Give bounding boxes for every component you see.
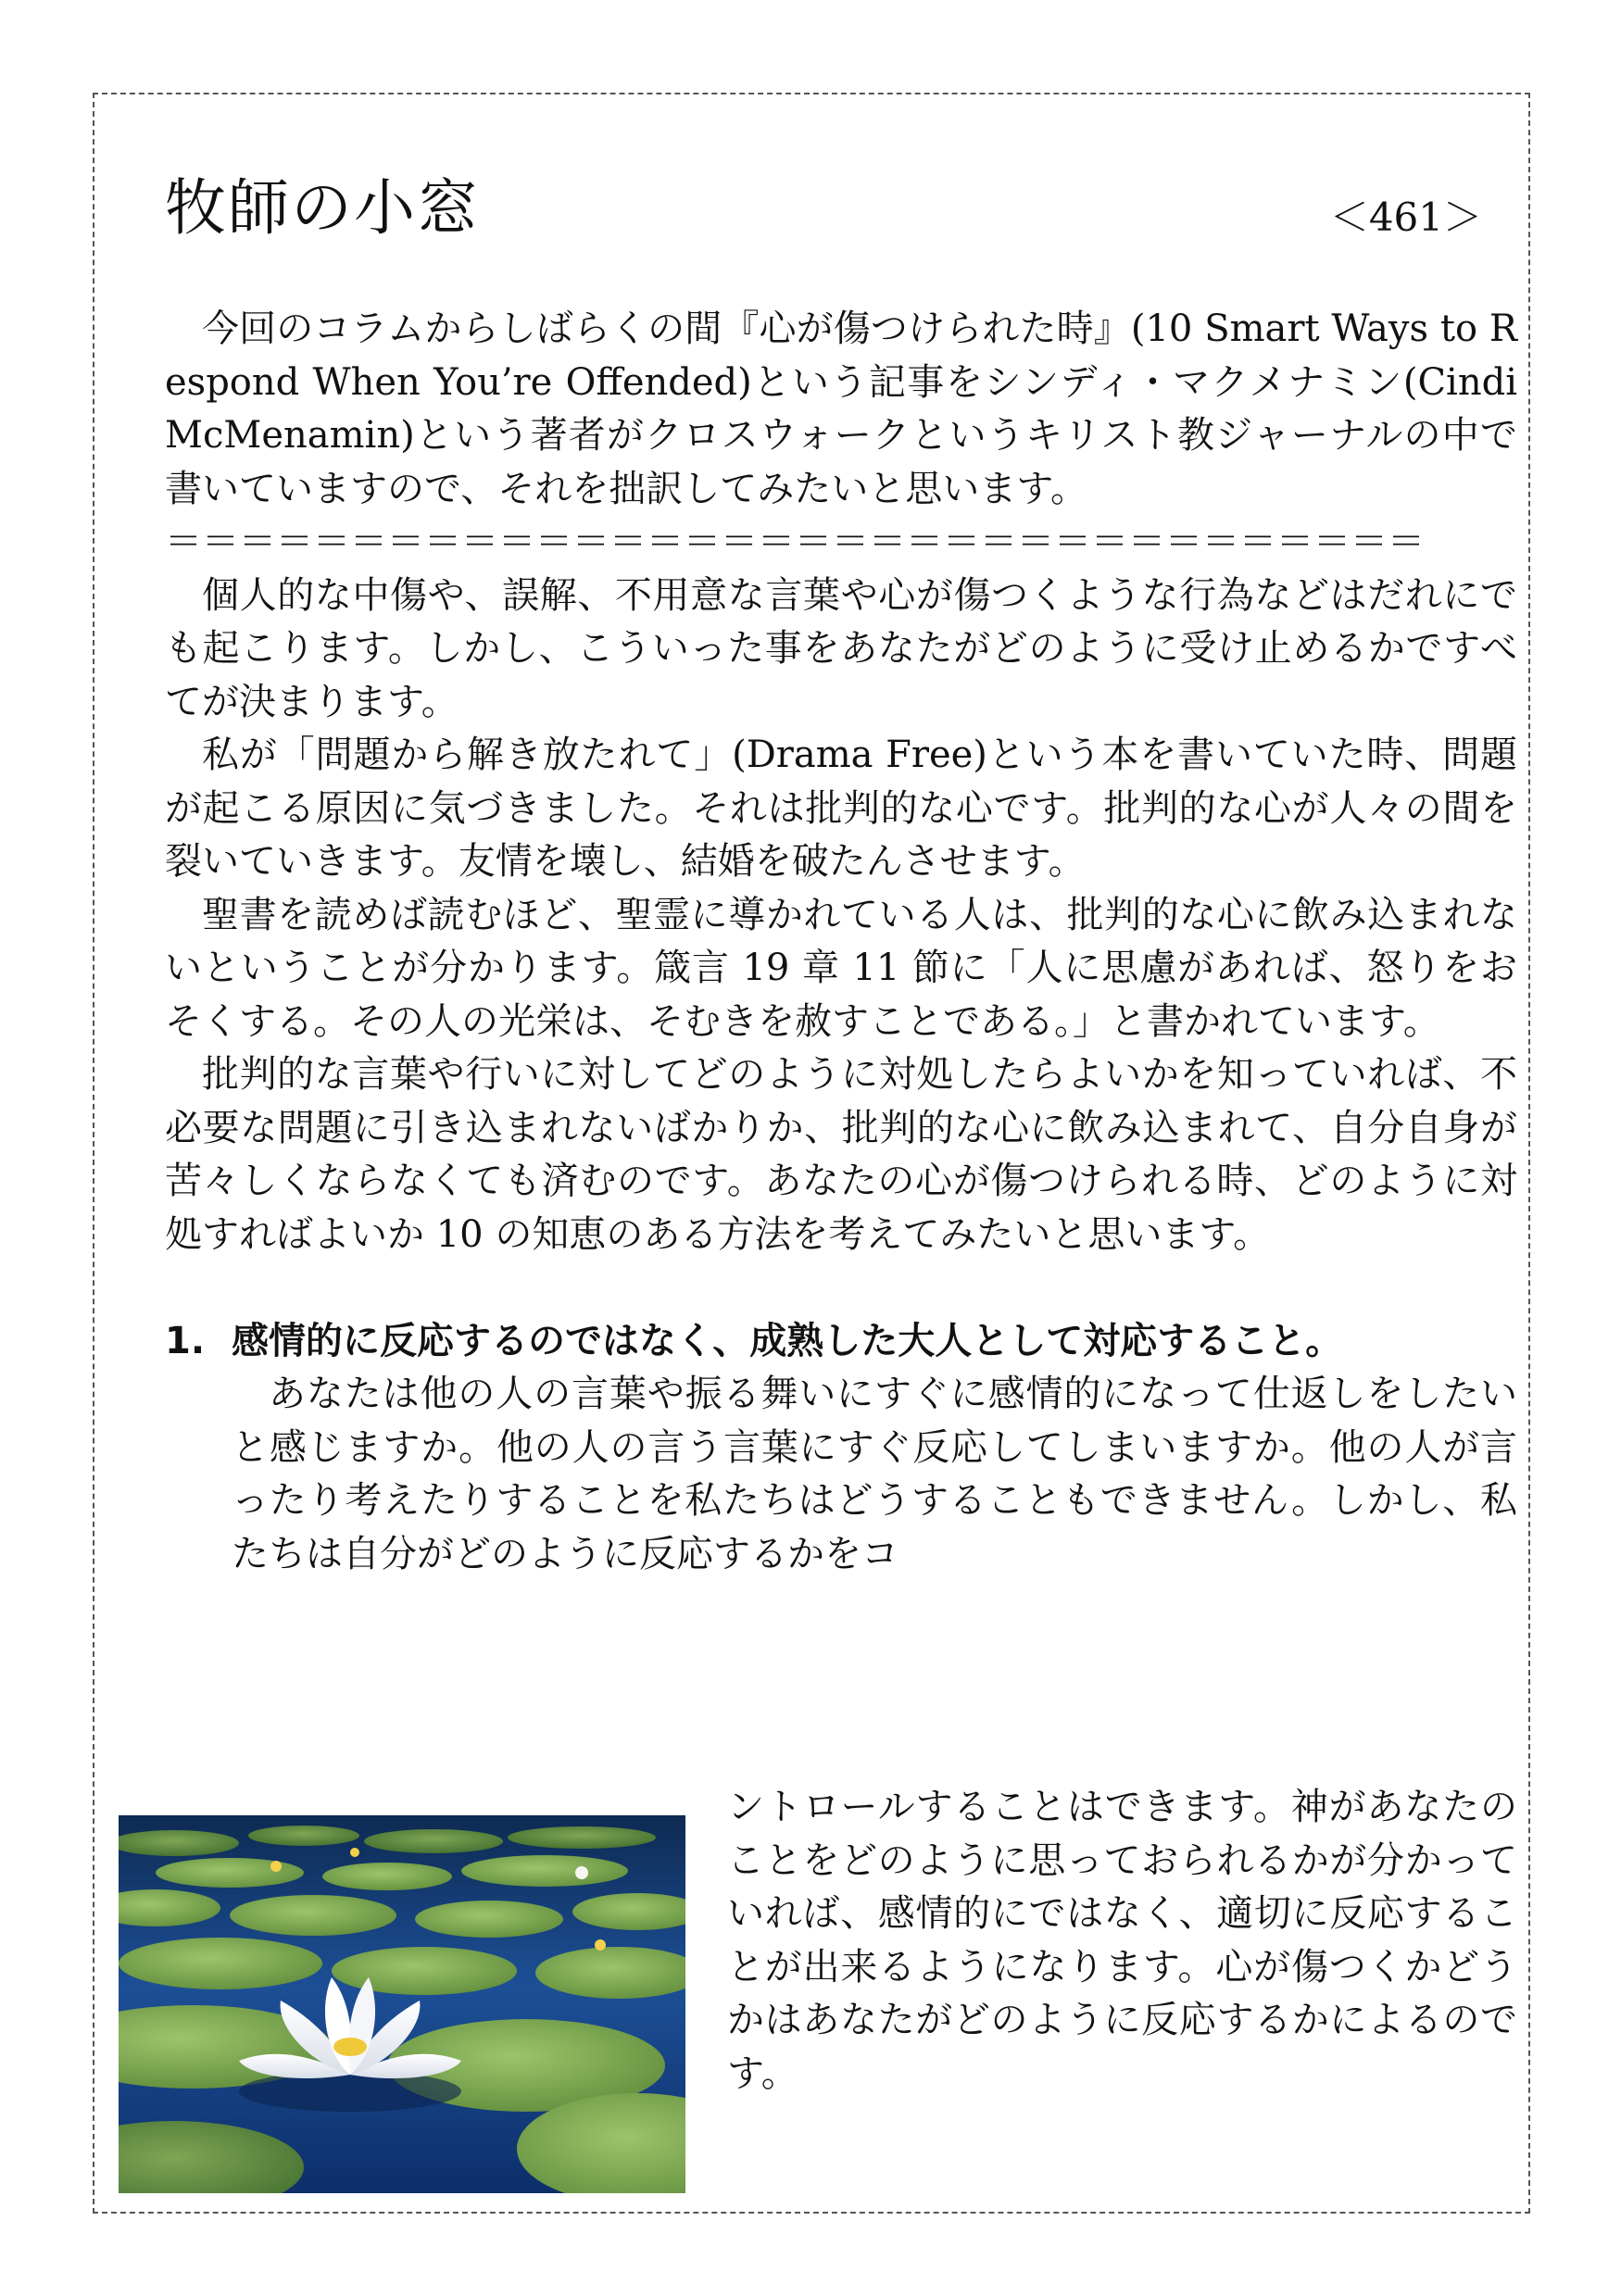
article-body — [165, 303, 1517, 1581]
wrapped-paragraph: ントロールすることはできます。神があなたのことをどのように思っておられるかが分かっていれば、感情的にではなく、適切に反応することが出来るようになります。心が傷つくかどうかはあなたがどのように反応するかによるのです。 — [727, 1786, 1517, 2095]
page-title: 牧師の小窓 — [165, 172, 480, 244]
body-paragraph: 聖書を読めば読むほど、聖霊に導かれている人は、批判的な心に飲み込まれないということが分かります。箴言 19 章 11 節に「人に思慮があれば、怒りをおそくする。その人の光栄は、そむきを赦すことである。」と書かれています。 — [165, 893, 1517, 1043]
spacer — [165, 1261, 1517, 1315]
intro-paragraph: 今回のコラムからしばらくの間『心が傷つけられた時』(10 Smart Ways to Respond When You’re Offended)という記事をシンディ・マクメナミン(Cindi McMenamin)という著者がクロスウォークというキリスト教ジャーナルの中で書いていますので、それを拙訳してみたいと思います。 — [165, 307, 1517, 510]
issue-number: ＜461＞ — [1329, 194, 1482, 240]
section-number: 1. — [165, 1319, 206, 1362]
body-paragraph: 個人的な中傷や、誤解、不用意な言葉や心が傷つくような行為などはだれにでも起こります。しかし、こういった事をあなたがどのように受け止めるかですべてが決まります。 — [165, 573, 1517, 723]
body-paragraph: 私が「問題から解き放たれて」(Drama Free)という本を書いていた時、問題が起こる原因に気づきました。それは批判的な心です。批判的な心が人々の間を裂いていきます。友情を壊し、結婚を破たんさせます。 — [165, 734, 1517, 883]
separator-line: ＝＝＝＝＝＝＝＝＝＝＝＝＝＝＝＝＝＝＝＝＝＝＝＝＝＝＝＝＝＝＝＝＝＝ — [165, 521, 1425, 563]
section-paragraph: あなたは他の人の言葉や振る舞いにすぐに感情的になって仕返しをしたいと感じますか。他の人の言う言葉にすぐ反応してしまいますか。他の人が言ったり考えたりすることを私たちはどうすることもできません。しかし、私たちは自分がどのように反応するかをコ — [232, 1373, 1517, 1575]
section-heading — [165, 1315, 1517, 1369]
section-heading-text: 感情的に反応するのではなく、成熟した大人として対応すること。 — [232, 1319, 1343, 1362]
body-paragraph: 批判的な言葉や行いに対してどのように対処したらよいかを知っていれば、不必要な問題に引き込まれないばかりか、批判的な心に飲み込まれて、自分自身が苦々しくならなくても済むのです。あなたの心が傷つけられる時、どのように対処すればよいか 10 の知恵のある方法を考えてみたいと思います。 — [165, 1053, 1517, 1256]
water-lily-photo — [119, 1815, 685, 2193]
